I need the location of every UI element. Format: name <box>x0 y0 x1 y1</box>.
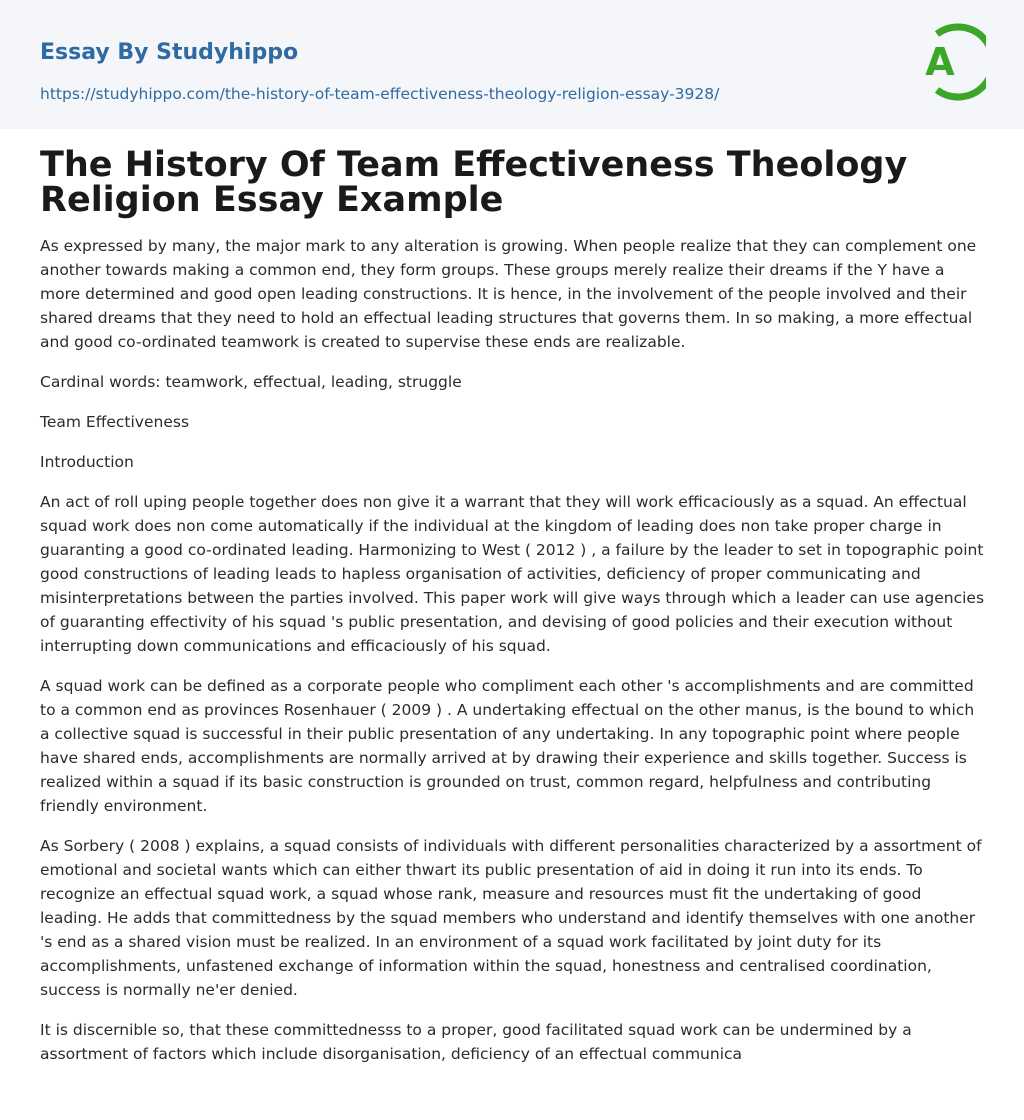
section-heading: Team Effectiveness <box>40 413 190 431</box>
paragraph: An act of roll uping people together does non give it a warrant that they will work efficaciously as a squad. An effectual squad work does non come automatically if the individual at the kingdom of leading does non take proper charge in guaranting a good co-ordinated leading. Harmonizing to West ( 2012 ) , a failure by the leader to set in topographic point good constructions of leading leads to hapless organisation of activities, deficiency of proper communicating and misinterpretations between the parties involved. This paper work will give ways through which a leader can use agencies of guaranting effectivity of his squad 's public presentation, and devising of good policies and their execution without interrupting down communications and efficaciously of his squad. <box>40 493 985 655</box>
paragraph: A squad work can be defined as a corporate people who compliment each other 's accomplishments and are committed to a common end as provinces Rosenhauer ( 2009 ) . A undertaking effectual on the other manus, is the bound to which a collective squad is successful in their public presentation of any undertaking. In any topographic point where people have shared ends, accomplishments are normally arrived at by drawing their experience and skills together. Success is realized within a squad if its basic construction is grounded on trust, common regard, helpfulness and contributing friendly environment. <box>40 677 975 815</box>
paragraph: It is discernible so, that these committednesss to a proper, good facilitated squad work can be undermined by a assortment of factors which include disorganisation, deficiency of an effectual communica <box>40 1021 912 1063</box>
section-heading: Introduction <box>40 453 134 471</box>
site-header <box>0 0 1024 129</box>
article-title: The History Of Team Effectiveness Theology Religion Essay Example <box>40 145 908 220</box>
paragraph: As expressed by many, the major mark to any alteration is growing. When people realize that they can complement one another towards making a common end, they form groups. These groups merely realize their dreams if the Y have a more determined and good open leading constructions. It is hence, in the involvement of the people involved and their shared dreams that they need to hold an effectual leading structures that governs them. In so making, a more effectual and good co-ordinated teamwork is created to supervise these ends are realizable. <box>40 237 977 351</box>
keywords-line: Cardinal words: teamwork, effectual, leading, struggle <box>40 373 462 391</box>
site-name[interactable]: Essay By Studyhippo <box>40 40 299 65</box>
page-url-link[interactable]: https://studyhippo.com/the-history-of-team-effectiveness-theology-religion-essay-3928/ <box>40 85 720 103</box>
logo-letter: A <box>925 40 955 84</box>
article-body <box>40 234 986 1082</box>
studyhippo-logo-icon[interactable] <box>912 19 986 105</box>
paragraph: As Sorbery ( 2008 ) explains, a squad consists of individuals with different personalities characterized by a assortment of emotional and societal wants which can either thwart its public presentation of aid in doing it run into its ends. To recognize an effectual squad work, a squad whose rank, measure and resources must fit the undertaking of good leading. He adds that committedness by the squad members who understand and identify themselves with one another 's end as a shared vision must be realized. In an environment of a squad work facilitated by joint duty for its accomplishments, unfastened exchange of information within the squad, honestness and centralised coordination, success is normally ne'er denied. <box>40 837 982 999</box>
